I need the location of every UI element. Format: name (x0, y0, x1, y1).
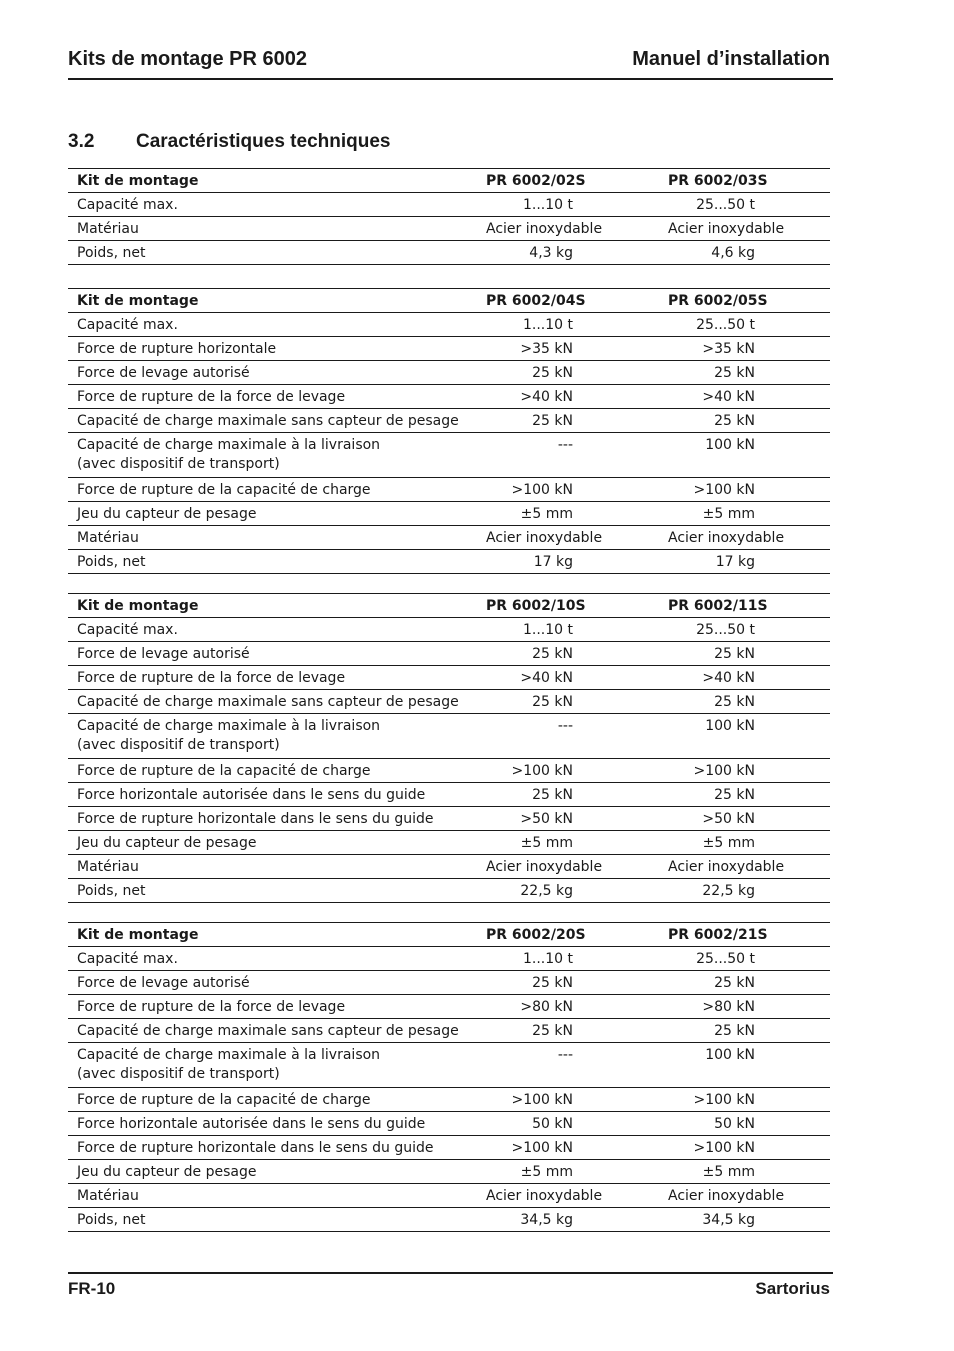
row-label (68, 1184, 468, 1208)
row-label-text: Poids, net (77, 245, 146, 261)
table-row (68, 1019, 830, 1043)
value-model-1: 1...10 t (468, 947, 573, 971)
table-row (68, 409, 830, 433)
table-header-row (68, 169, 830, 193)
row-label-text: Jeu du capteur de pesage (77, 506, 257, 522)
header-model-1: PR 6002/04S (468, 289, 650, 313)
row-label-text: Force de rupture horizontale dans le sens du guide (77, 1140, 434, 1156)
row-label-text: Jeu du capteur de pesage (77, 835, 257, 851)
table-row (68, 971, 830, 995)
table-row (68, 1160, 830, 1184)
table-header-row (68, 923, 830, 947)
spec-table (68, 593, 830, 903)
header-label: Kit de montage (68, 169, 468, 193)
row-label (68, 759, 468, 783)
value-model-2: Acier inoxydable (650, 526, 830, 550)
row-label (68, 995, 468, 1019)
row-label-text: Force de rupture de la capacité de charge (77, 482, 371, 498)
value-model-2: 25 kN (650, 971, 755, 995)
table-row (68, 995, 830, 1019)
table-row (68, 618, 830, 642)
row-label (68, 642, 468, 666)
value-model-1: 1...10 t (468, 193, 573, 217)
row-label-text: Matériau (77, 221, 139, 237)
row-label-text: Force de levage autorisé (77, 365, 250, 381)
section-number: 3.2 (68, 131, 95, 152)
value-model-2: 34,5 kg (650, 1208, 755, 1232)
value-model-2: >35 kN (650, 337, 755, 361)
value-model-1: 25 kN (468, 409, 573, 433)
table-row (68, 1184, 830, 1208)
table-row (68, 193, 830, 217)
row-label-text: Capacité de charge maximale sans capteur de pesage (77, 413, 459, 429)
value-model-1: >100 kN (468, 759, 573, 783)
row-label-text: Matériau (77, 530, 139, 546)
row-label-text: Matériau (77, 859, 139, 875)
value-model-1: Acier inoxydable (468, 217, 650, 241)
row-label (68, 337, 468, 361)
row-label (68, 831, 468, 855)
value-model-1: >50 kN (468, 807, 573, 831)
row-label (68, 217, 468, 241)
table-row (68, 855, 830, 879)
value-model-2: ±5 mm (650, 831, 755, 855)
row-label-text: Matériau (77, 1188, 139, 1204)
row-label-text: Capacité de charge maximale sans capteur de pesage (77, 694, 459, 710)
page-number: FR-10 (68, 1279, 116, 1298)
row-label (68, 1019, 468, 1043)
row-label-text: Capacité de charge maximale sans capteur de pesage (77, 1023, 459, 1039)
value-model-2: >40 kN (650, 666, 755, 690)
row-label (68, 1112, 468, 1136)
table-row (68, 666, 830, 690)
value-model-1: >35 kN (468, 337, 573, 361)
row-label-text: Capacité max. (77, 622, 178, 638)
table-row (68, 478, 830, 502)
table-row (68, 217, 830, 241)
value-model-1: 17 kg (468, 550, 573, 574)
value-model-1: ±5 mm (468, 1160, 573, 1184)
value-model-2: 100 kN (650, 714, 755, 759)
header-model-1: PR 6002/10S (468, 594, 650, 618)
value-model-1: 25 kN (468, 783, 573, 807)
row-label (68, 1160, 468, 1184)
header-model-2: PR 6002/03S (650, 169, 830, 193)
row-label (68, 855, 468, 879)
row-label (68, 618, 468, 642)
value-model-2: 25 kN (650, 1019, 755, 1043)
spec-table (68, 168, 830, 265)
table-row (68, 241, 830, 265)
table-row (68, 947, 830, 971)
value-model-1: ±5 mm (468, 502, 573, 526)
value-model-2: 25...50 t (650, 947, 755, 971)
row-label-text: Force horizontale autorisée dans le sens du guide (77, 1116, 426, 1132)
table-row (68, 759, 830, 783)
row-label (68, 193, 468, 217)
row-label (68, 807, 468, 831)
row-label-text: Poids, net (77, 554, 146, 570)
value-model-2: 25 kN (650, 783, 755, 807)
row-label-text: Force de rupture de la force de levage (77, 999, 346, 1015)
row-label (68, 879, 468, 903)
row-label-text: Force de rupture de la force de levage (77, 670, 346, 686)
value-model-1: 22,5 kg (468, 879, 573, 903)
page-header (68, 44, 833, 80)
value-model-2: 4,6 kg (650, 241, 755, 265)
row-label-text: Capacité de charge maximale à la livraison (77, 437, 381, 453)
value-model-1: 25 kN (468, 1019, 573, 1043)
row-label-text: Capacité max. (77, 197, 178, 213)
value-model-2: >100 kN (650, 1136, 755, 1160)
row-label (68, 1043, 468, 1088)
table-row (68, 714, 830, 759)
row-label-text: Poids, net (77, 1212, 146, 1228)
row-label (68, 1136, 468, 1160)
value-model-2: 25...50 t (650, 313, 755, 337)
manual-type: Manuel d’installation (632, 48, 830, 70)
value-model-2: 25 kN (650, 361, 755, 385)
table-row (68, 879, 830, 903)
value-model-1: 25 kN (468, 971, 573, 995)
table-row (68, 1088, 830, 1112)
value-model-2: Acier inoxydable (650, 217, 830, 241)
value-model-1: Acier inoxydable (468, 1184, 650, 1208)
row-label (68, 502, 468, 526)
table-header-row (68, 594, 830, 618)
row-label (68, 241, 468, 265)
value-model-2: >50 kN (650, 807, 755, 831)
table-row (68, 502, 830, 526)
row-label (68, 433, 468, 478)
row-label-text: Force de rupture de la capacité de charge (77, 763, 371, 779)
value-model-2: 100 kN (650, 1043, 755, 1088)
header-label: Kit de montage (68, 594, 468, 618)
value-model-1: 25 kN (468, 690, 573, 714)
value-model-2: >100 kN (650, 478, 755, 502)
table-row (68, 1043, 830, 1088)
value-model-2: 25...50 t (650, 193, 755, 217)
spec-table (68, 288, 830, 574)
header-label: Kit de montage (68, 289, 468, 313)
value-model-1: 34,5 kg (468, 1208, 573, 1232)
value-model-1: Acier inoxydable (468, 855, 650, 879)
row-label-text: Capacité max. (77, 951, 178, 967)
table-row (68, 550, 830, 574)
row-label (68, 550, 468, 574)
value-model-2: >80 kN (650, 995, 755, 1019)
header-model-2: PR 6002/21S (650, 923, 830, 947)
value-model-2: >40 kN (650, 385, 755, 409)
row-label-text: Force de rupture de la capacité de charge (77, 1092, 371, 1108)
value-model-1: 25 kN (468, 642, 573, 666)
value-model-1: --- (468, 714, 573, 759)
table-row (68, 526, 830, 550)
row-label-note: (avec dispositif de transport) (77, 456, 280, 472)
brand-name: Sartorius (755, 1279, 830, 1298)
row-label (68, 313, 468, 337)
row-label-text: Poids, net (77, 883, 146, 899)
value-model-1: 4,3 kg (468, 241, 573, 265)
value-model-2: ±5 mm (650, 1160, 755, 1184)
value-model-2: 100 kN (650, 433, 755, 478)
table-row (68, 385, 830, 409)
row-label (68, 478, 468, 502)
value-model-1: ±5 mm (468, 831, 573, 855)
table-row (68, 433, 830, 478)
table-row (68, 313, 830, 337)
value-model-1: 1...10 t (468, 618, 573, 642)
row-label (68, 409, 468, 433)
value-model-2: 25...50 t (650, 618, 755, 642)
value-model-2: 25 kN (650, 690, 755, 714)
section-title: Caractéristiques techniques (136, 131, 391, 152)
row-label-text: Force de levage autorisé (77, 975, 250, 991)
page-footer (68, 1272, 833, 1298)
row-label (68, 947, 468, 971)
header-model-1: PR 6002/20S (468, 923, 650, 947)
table-row (68, 642, 830, 666)
value-model-1: --- (468, 433, 573, 478)
row-label-text: Force de rupture de la force de levage (77, 389, 346, 405)
header-model-2: PR 6002/05S (650, 289, 830, 313)
document-title: Kits de montage PR 6002 (68, 48, 307, 70)
value-model-2: 25 kN (650, 409, 755, 433)
row-label-text: Force horizontale autorisée dans le sens du guide (77, 787, 426, 803)
row-label (68, 783, 468, 807)
value-model-1: 50 kN (468, 1112, 573, 1136)
value-model-2: 25 kN (650, 642, 755, 666)
value-model-2: ±5 mm (650, 502, 755, 526)
value-model-1: >80 kN (468, 995, 573, 1019)
row-label-text: Force de levage autorisé (77, 646, 250, 662)
value-model-2: >100 kN (650, 759, 755, 783)
row-label (68, 526, 468, 550)
value-model-1: Acier inoxydable (468, 526, 650, 550)
row-label-note: (avec dispositif de transport) (77, 737, 280, 753)
value-model-2: 22,5 kg (650, 879, 755, 903)
row-label (68, 1088, 468, 1112)
value-model-1: >40 kN (468, 385, 573, 409)
value-model-1: --- (468, 1043, 573, 1088)
value-model-2: 17 kg (650, 550, 755, 574)
row-label (68, 361, 468, 385)
value-model-1: >100 kN (468, 1136, 573, 1160)
table-header-row (68, 289, 830, 313)
header-model-2: PR 6002/11S (650, 594, 830, 618)
section-heading (68, 131, 390, 153)
row-label-text: Capacité max. (77, 317, 178, 333)
table-row (68, 831, 830, 855)
value-model-2: >100 kN (650, 1088, 755, 1112)
spec-table (68, 922, 830, 1232)
row-label (68, 714, 468, 759)
row-label-text: Capacité de charge maximale à la livraison (77, 1047, 381, 1063)
row-label (68, 666, 468, 690)
header-model-1: PR 6002/02S (468, 169, 650, 193)
row-label-text: Force de rupture horizontale (77, 341, 277, 357)
table-row (68, 1136, 830, 1160)
value-model-2: 50 kN (650, 1112, 755, 1136)
table-row (68, 1208, 830, 1232)
row-label-text: Force de rupture horizontale dans le sens du guide (77, 811, 434, 827)
row-label (68, 1208, 468, 1232)
table-row (68, 690, 830, 714)
table-row (68, 807, 830, 831)
value-model-1: >40 kN (468, 666, 573, 690)
value-model-1: >100 kN (468, 1088, 573, 1112)
value-model-2: Acier inoxydable (650, 855, 830, 879)
table-row (68, 361, 830, 385)
row-label-note: (avec dispositif de transport) (77, 1066, 280, 1082)
value-model-2: Acier inoxydable (650, 1184, 830, 1208)
value-model-1: 1...10 t (468, 313, 573, 337)
table-row (68, 783, 830, 807)
row-label (68, 690, 468, 714)
header-label: Kit de montage (68, 923, 468, 947)
row-label-text: Jeu du capteur de pesage (77, 1164, 257, 1180)
row-label (68, 971, 468, 995)
row-label-text: Capacité de charge maximale à la livraison (77, 718, 381, 734)
row-label (68, 385, 468, 409)
value-model-1: >100 kN (468, 478, 573, 502)
table-row (68, 337, 830, 361)
table-row (68, 1112, 830, 1136)
value-model-1: 25 kN (468, 361, 573, 385)
